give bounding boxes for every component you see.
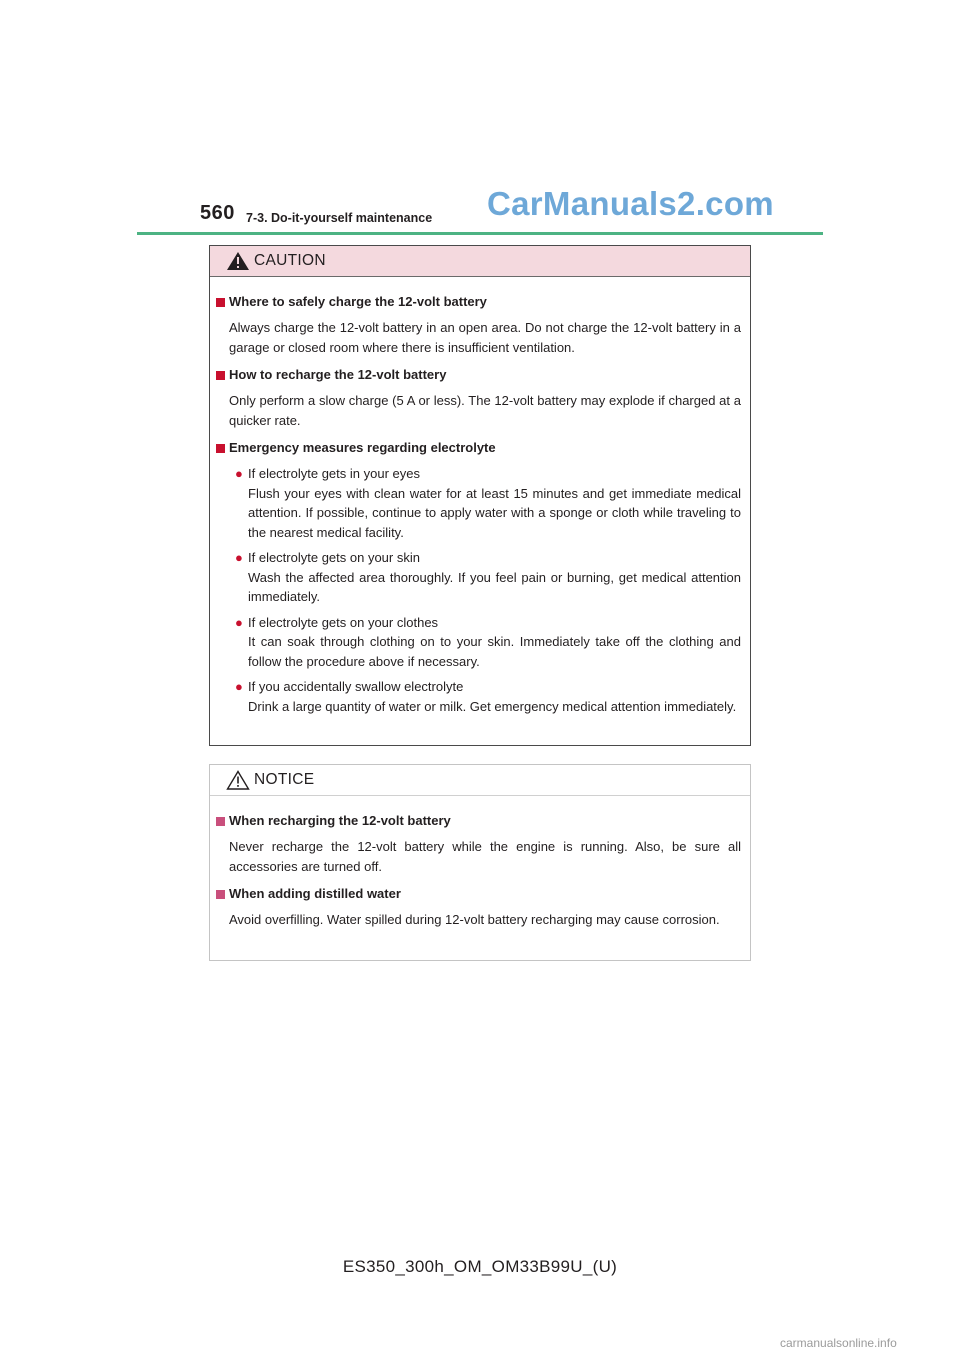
notice-heading: When recharging the 12-volt battery — [216, 811, 741, 831]
notice-body — [210, 796, 750, 930]
circle-bullet-icon: ● — [235, 679, 243, 694]
caution-header — [210, 246, 750, 277]
square-bullet-icon — [216, 884, 229, 904]
caution-title: CAUTION — [254, 252, 326, 269]
square-bullet-icon — [216, 438, 229, 458]
warning-triangle-outline-icon — [226, 770, 250, 790]
caution-heading: How to recharge the 12-volt battery — [216, 365, 741, 385]
caution-heading: Where to safely charge the 12-volt battery — [216, 292, 741, 312]
notice-header — [210, 765, 750, 796]
square-bullet-icon — [216, 292, 229, 312]
list-item — [216, 464, 741, 542]
notice-paragraph: Never recharge the 12-volt battery while the engine is running. Also, be sure all accessories are turned off. — [229, 839, 741, 874]
bullet-text: It can soak through clothing on to your skin. Immediately take off the clothing and follow the procedure above if necessary. — [248, 634, 741, 669]
notice-box — [209, 764, 751, 961]
caution-paragraph: Only perform a slow charge (5 A or less). The 12-volt battery may explode if charged at a quicker rate. — [229, 393, 741, 428]
circle-bullet-icon: ● — [235, 614, 243, 630]
square-bullet-icon — [216, 811, 229, 831]
circle-bullet-icon: ● — [235, 550, 243, 565]
list-item — [216, 613, 741, 672]
warning-triangle-icon — [226, 251, 250, 271]
section-title: 7-3. Do-it-yourself maintenance — [246, 211, 433, 225]
document-code: ES350_300h_OM_OM33B99U_(U) — [342, 1257, 618, 1276]
bullet-title: If you accidentally swallow electrolyte — [248, 679, 464, 694]
caution-body — [210, 277, 750, 716]
circle-bullet-icon: ● — [235, 466, 243, 481]
caution-box — [209, 245, 751, 746]
footer-logo: carmanualsonline.info — [780, 1336, 897, 1350]
list-item — [216, 677, 741, 716]
bullet-title: If electrolyte gets in your eyes — [248, 466, 420, 481]
caution-paragraph: Always charge the 12-volt battery in an open area. Do not charge the 12-volt battery in a garage or closed room where there is insufficient ventilation. — [229, 320, 741, 355]
bullet-title: If electrolyte gets on your skin — [248, 550, 420, 565]
square-bullet-icon — [216, 365, 229, 385]
notice-paragraph: Avoid overfilling. Water spilled during 12-volt battery recharging may cause corrosion. — [229, 912, 720, 927]
bullet-text: Flush your eyes with clean water for at least 15 minutes and get immediate medical attention. If possible, continue to apply water with a sponge or cloth while traveling to the nearest medical facility. — [248, 485, 741, 540]
notice-title: NOTICE — [254, 771, 315, 788]
page-number: 560 — [200, 202, 235, 224]
bullet-text: Wash the affected area thoroughly. If you feel pain or burning, get medical attention immediately. — [248, 569, 741, 604]
bullet-title: If electrolyte gets on your clothes — [248, 614, 439, 630]
bullet-text: Drink a large quantity of water or milk. Get emergency medical attention immediately. — [248, 698, 737, 714]
header-rule — [137, 232, 823, 235]
watermark: CarManuals2.com — [487, 185, 774, 222]
list-item — [216, 548, 741, 607]
caution-heading: Emergency measures regarding electrolyte — [216, 438, 741, 458]
notice-heading: When adding distilled water — [216, 884, 741, 904]
